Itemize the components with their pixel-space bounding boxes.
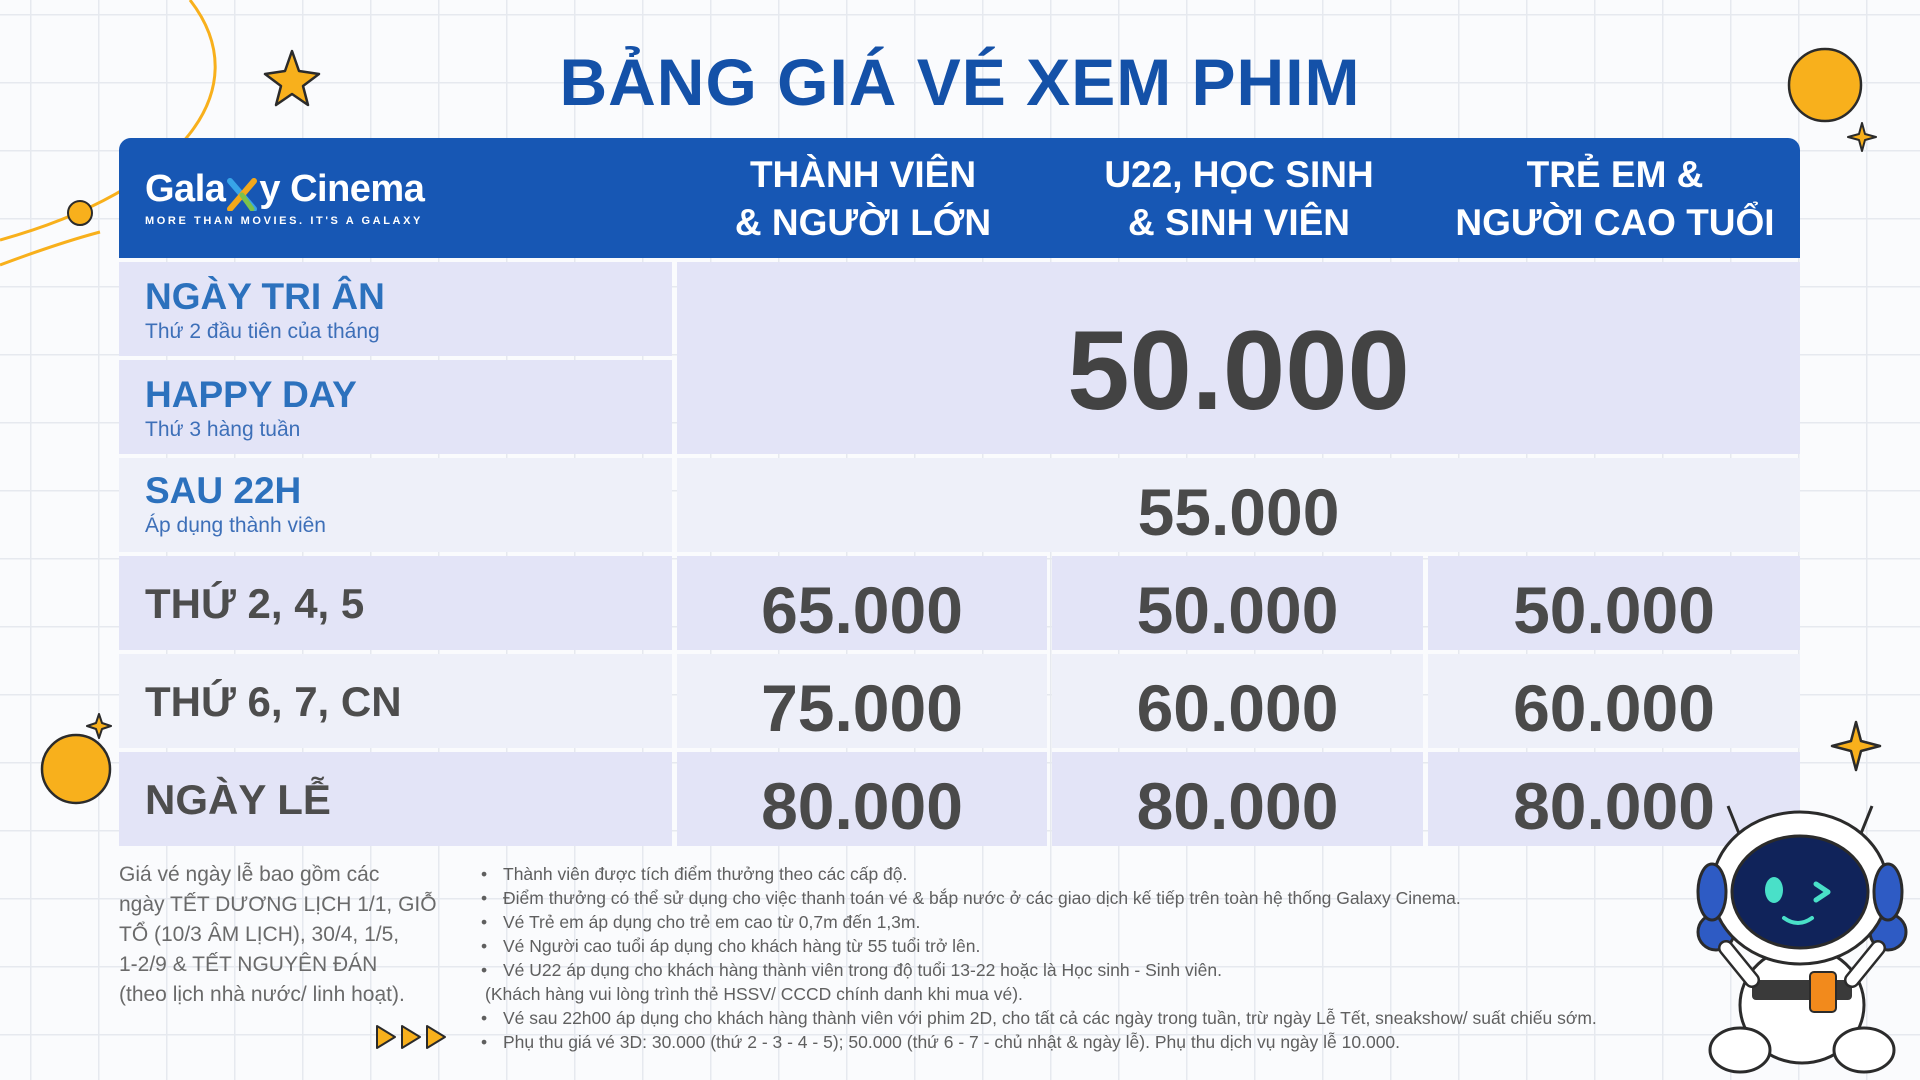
price-table: [119, 138, 1800, 846]
x-logo-icon: [226, 175, 258, 211]
arrow-right-icon: [375, 1024, 450, 1050]
row-title: HAPPY DAY: [145, 374, 357, 415]
holiday-note: [119, 860, 459, 1010]
row-label-weekday: [119, 556, 672, 650]
price-value: 75.000: [761, 671, 963, 745]
list-item: [481, 982, 1701, 1006]
star-icon: [1830, 720, 1882, 772]
table-header: [119, 138, 1800, 258]
row-title: THỨ 2, 4, 5: [145, 580, 365, 627]
price-cell: [1052, 654, 1423, 748]
list-item: • Vé Người cao tuổi áp dụng cho khách hàng từ 55 tuổi trở lên.: [481, 936, 981, 956]
after-22h-price-cell: [677, 458, 1800, 552]
column-header-child-senior: [1427, 154, 1803, 244]
list-item: • Vé U22 áp dụng cho khách hàng thành viên trong độ tuổi 13-22 hoặc là Học sinh - Sinh viên.: [481, 960, 1222, 980]
star-icon: [1847, 122, 1877, 152]
row-title: NGÀY LỄ: [145, 776, 331, 823]
price-cell: [677, 556, 1047, 650]
brand-wordmark: [145, 168, 424, 211]
price-value: 65.000: [761, 573, 963, 647]
planet-icon: [38, 731, 114, 807]
row-label-after-22h: [119, 458, 672, 552]
column-header-line: & NGƯỜI LỚN: [734, 202, 992, 243]
price-value: 50.000: [1513, 573, 1715, 647]
brand-tagline: MORE THAN MOVIES. IT'S A GALAXY: [145, 215, 423, 227]
price-cell: [677, 752, 1047, 846]
note-text: Thành viên được tích điểm thưởng theo các cấp độ.: [503, 864, 908, 884]
price-value: 60.000: [1513, 671, 1715, 745]
list-item: • Vé Trẻ em áp dụng cho trẻ em cao từ 0,7m đến 1,3m.: [481, 912, 921, 932]
price-cell: [1052, 556, 1423, 650]
price-value: 80.000: [1513, 769, 1715, 843]
brand-name-left: Gala: [145, 168, 226, 210]
price-value: 50.000: [1067, 308, 1410, 433]
price-cell: [1428, 556, 1800, 650]
row-label-happy-day: [119, 360, 672, 454]
price-cell: [1052, 752, 1423, 846]
row-label-holiday: [119, 752, 672, 846]
holiday-note-line: 1-2/9 & TẾT NGUYÊN ĐÁN: [119, 953, 378, 976]
notes-list: [481, 862, 1701, 1054]
price-value: 80.000: [1136, 769, 1339, 843]
price-cell: [1428, 654, 1800, 748]
row-subtitle: Thứ 3 hàng tuần: [145, 418, 301, 441]
price-value: 80.000: [761, 769, 963, 843]
page-title: BẢNG GIÁ VÉ XEM PHIM: [559, 45, 1361, 119]
note-text: Vé U22 áp dụng cho khách hàng thành viên trong độ tuổi 13-22 hoặc là Học sinh - Sinh viên.: [503, 960, 1222, 980]
row-label-tri-an: [119, 262, 672, 356]
row-subtitle: Áp dụng thành viên: [145, 514, 326, 537]
row-label-weekend: [119, 654, 672, 748]
column-header-member: [675, 154, 1051, 244]
column-header-line: U22, HỌC SINH: [1104, 154, 1374, 195]
mascot-astronaut: [1680, 800, 1920, 1080]
note-text: Phụ thu giá vé 3D: 30.000 (thứ 2 - 3 - 4 - 5); 50.000 (thứ 6 - 7 - chủ nhật & ngày lễ). Phụ thu dịch vụ ngày lễ 10.000.: [503, 1032, 1401, 1052]
note-text: (Khách hàng vui lòng trình thẻ HSSV/ CCCD chính danh khi mua vé).: [485, 984, 1023, 1004]
column-header-student: [1051, 154, 1427, 244]
holiday-note-line: Giá vé ngày lễ bao gồm các: [119, 863, 380, 886]
list-item: • Điểm thưởng có thể sử dụng cho việc thanh toán vé & bắp nước ở các giao dịch kế tiếp trên toàn hệ thống Galaxy Cinema.: [481, 888, 1461, 908]
list-item: • Phụ thu giá vé 3D: 30.000 (thứ 2 - 3 - 4 - 5); 50.000 (thứ 6 - 7 - chủ nhật & ngày lễ). Phụ thu dịch vụ ngày lễ 10.000.: [481, 1032, 1401, 1052]
row-subtitle: Thứ 2 đầu tiên của tháng: [145, 320, 380, 343]
list-item: • Thành viên được tích điểm thưởng theo các cấp độ.: [481, 864, 908, 884]
note-text: Vé sau 22h00 áp dụng cho khách hàng thành viên với phim 2D, cho tất cả các ngày trong tuần, trừ ngày Lễ Tết, sneakshow/ suất chiếu sớm.: [503, 1008, 1597, 1028]
holiday-note-line: (theo lịch nhà nước/ linh hoạt).: [119, 983, 405, 1006]
holiday-note-line: ngày TẾT DƯƠNG LỊCH 1/1, GIỖ: [119, 893, 437, 916]
price-value: 60.000: [1136, 671, 1339, 745]
column-header-line: NGƯỜI CAO TUỔI: [1455, 202, 1775, 243]
column-header-line: & SINH VIÊN: [1127, 202, 1351, 243]
price-value: 50.000: [1136, 573, 1339, 647]
row-title: NGÀY TRI ÂN: [145, 276, 385, 317]
price-cell: [677, 654, 1047, 748]
column-header-line: TRẺ EM &: [1526, 154, 1704, 195]
column-header-line: THÀNH VIÊN: [749, 154, 977, 195]
holiday-note-line: TỔ (10/3 ÂM LỊCH), 30/4, 1/5,: [119, 923, 400, 946]
price-value: 55.000: [1137, 475, 1340, 549]
note-text: Điểm thưởng có thể sử dụng cho việc thanh toán vé & bắp nước ở các giao dịch kế tiếp trên toàn hệ thống Galaxy Cinema.: [503, 888, 1461, 908]
row-title: SAU 22H: [145, 470, 302, 511]
list-item: • Vé sau 22h00 áp dụng cho khách hàng thành viên với phim 2D, cho tất cả các ngày trong tuần, trừ ngày Lễ Tết, sneakshow/ suất chiếu sớm.: [481, 1008, 1597, 1028]
brand-logo: [145, 168, 424, 227]
note-text: Vé Người cao tuổi áp dụng cho khách hàng từ 55 tuổi trở lên.: [503, 936, 981, 956]
note-text: Vé Trẻ em áp dụng cho trẻ em cao từ 0,7m đến 1,3m.: [503, 912, 921, 932]
row-title: THỨ 6, 7, CN: [145, 678, 402, 725]
combined-price-cell: [677, 262, 1800, 454]
brand-name-right: y Cinema: [259, 168, 425, 210]
star-icon: [86, 713, 112, 739]
